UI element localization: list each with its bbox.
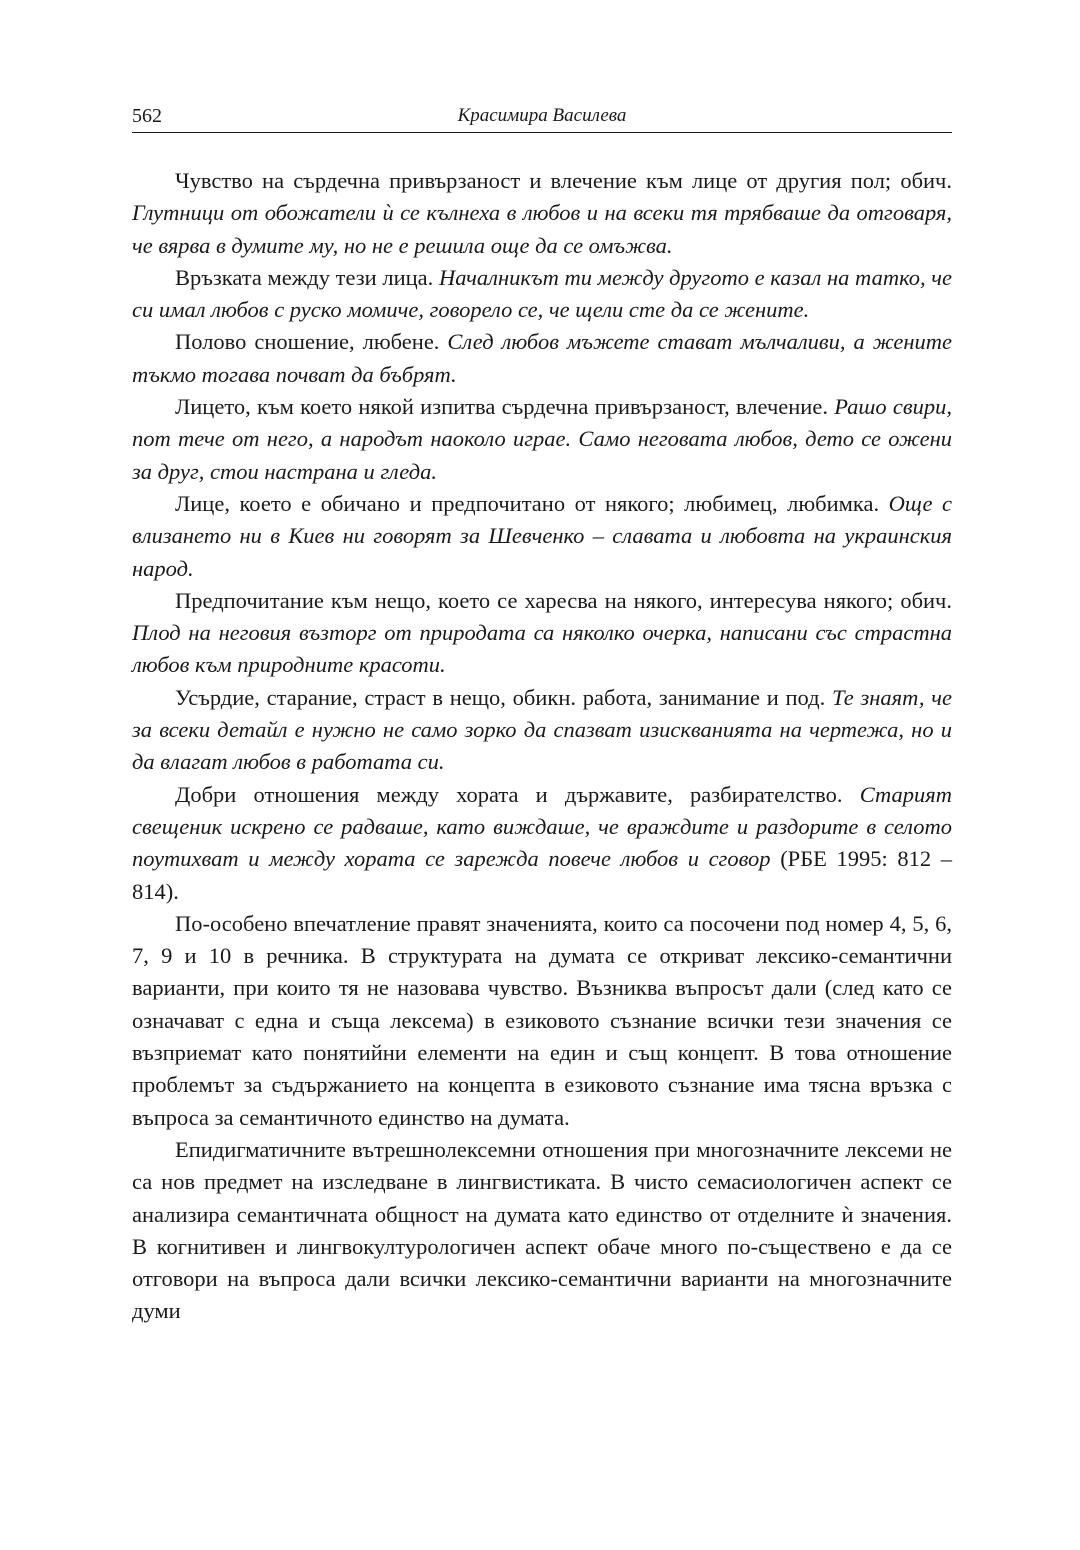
page-number: 562: [132, 105, 162, 127]
example-text: Плод на неговия възторг от природата са няколко очерка, написани със страстна любов към природните красоти.: [132, 620, 952, 678]
definition-text: Лицето, към което някой изпитва сърдечна привързаност, влечение.: [175, 394, 835, 420]
definition-text: Предпочитание към нещо, което се харесва на някого, интересува някого; обич.: [175, 587, 952, 613]
example-text: Рашо свири, пот тече от него, а народът наоколо играе. Само неговата любов, дето се ожени за друг, стои настрана и гледа.: [132, 394, 952, 484]
paragraph-discussion-1: [132, 908, 952, 1134]
example-text: Началникът ти между другото е казал на татко, че си имал любов с руско момиче, говорело се, че щели сте да се жените.: [132, 264, 952, 323]
example-text: Те знаят, че за всеки детайл е нужно не само зорко да спазват изискванията на чертежа, но и да влагат любов в работата си.: [132, 684, 952, 775]
paragraph-sense-7: [132, 682, 952, 779]
definition-text: Лице, което е обичано и предпочитано от някого; любимец, любимка.: [175, 490, 889, 516]
document-page: [132, 0, 952, 1550]
paragraph-sense-5: [132, 488, 952, 585]
body-paragraph-text: Епидигматичните вътрешнолексемни отношения при многозначните лексеми не са нов предмет на изследване в лингвистиката. В чисто семасиологичен аспект се анализира семантичната общност на думата като единство от отделните ѝ значения. В когнитивен и лингвокултурологичен аспект обаче много по-съществено е да се отговори на въпроса дали всички лексико-семантични варианти на многозначните думи: [132, 1136, 952, 1324]
paragraph-sense-6: [132, 585, 952, 682]
paragraph-sense-3: [132, 326, 952, 391]
definition-text: Добри отношения между хората и държавите, разбирателство.: [175, 781, 860, 807]
definition-text: Полово сношение, любене.: [175, 329, 448, 355]
definition-text: Чувство на сърдечна привързаност и влечение към лице от другия пол; обич.: [175, 168, 952, 193]
running-header-author: Красимира Василева: [457, 105, 627, 126]
paragraph-discussion-2: [132, 1134, 952, 1328]
example-text: След любов мъжете стават мълчаливи, а жените тъкмо тогава почват да бъбрят.: [132, 329, 952, 387]
paragraph-sense-8: [132, 779, 952, 908]
definition-text: Усърдие, старание, страст в нещо, обикн. работа, занимание и под.: [175, 684, 832, 710]
running-header: [132, 100, 952, 133]
paragraph-sense-2: [132, 262, 952, 327]
definition-text: Връзката между тези лица.: [175, 264, 439, 290]
example-text: Старият свещеник искрено се радваше, като виждаше, че враждите и раздорите в селото поутихват и между хората се зарежда повече любов и сговор: [132, 781, 952, 872]
paragraph-sense-4: [132, 391, 952, 488]
citation-text: (РБЕ 1995: 812 – 814).: [132, 846, 953, 904]
example-text: Глутници от обожатели ѝ се кълнеха в любов и на всеки тя трябваше да отговаря, че вярва в думите му, но не е решила още да се омъжва.: [132, 200, 952, 258]
body-text: [132, 165, 952, 1328]
body-paragraph-text: По-особено впечатление правят значенията, които са посочени под номер 4, 5, 6, 7, 9 и 10 в речника. В структурата на думата се откриват лексико-семантични варианти, при които тя не назовава чувство. Възниква въпросът дали (след като се означават с една и съща лексема) в езиковото съзнание всички тези значения се възприемат като понятийни елементи на един и същ концепт. В това отношение проблемът за съдържанието на концепта в езиковото съзнание има тясна връзка с въпроса за семантичното единство на думата.: [132, 910, 952, 1130]
paragraph-sense-1: [132, 165, 952, 262]
example-text: Още с влизането ни в Киев ни говорят за Шевченко – славата и любовта на украинския народ.: [132, 490, 953, 581]
